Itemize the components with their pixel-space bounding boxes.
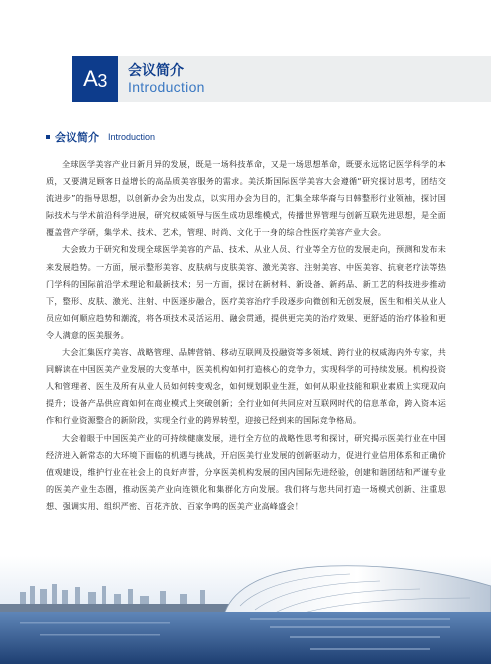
- section-heading: [46, 129, 155, 145]
- paragraph-1: 全球医学美容产业日新月异的发展，既是一场科技革命，又是一场思想革命，既要永远铭记医学科学的本质，又要满足顾客日益增长的高品质美容服务的需求。美沃斯国际医学美容大会遵循“研究探讨思考，团结交流进步”的指导思想，以创新办会为出发点，以实用办会为目的，汇集全球华裔与日韩整形行业领袖，探讨国际技术与学术前沿科学进展，研究权威领导与医生成功思维模式，传播世界管理与创新互联先进思想，是全面覆盖营产学研，集学术、技术、艺术，管理、时尚、文化于一身的综合性医疗美容产业大会。: [46, 159, 446, 238]
- section-title-en: Introduction: [108, 132, 156, 142]
- paragraph-4: 大会着眼于中国医美产业的可持续健康发展，进行全方位的战略性思考和探讨，研究揭示医美行业在中国经济进入新常态的大环境下面临的机遇与挑战，开启医美行业发展的创新驱动力，促进行业信用体系和正确价值观建设，维护行业在社会上的良好声誉，分享医美机构发展的国内国际先进经验，创建和谐团结和严谨专业的医美产业生态圈，推动医美产业向连锁化和集群化方向发展。我们将与您共同打造一场模式创新、注重思想、强调实用、组织严密、百花齐放、百家争鸣的医美产业高峰盛会！: [46, 432, 446, 511]
- chapter-header: [0, 56, 491, 102]
- chapter-subtitle: Introduction: [128, 79, 205, 95]
- venue-photo: [0, 556, 491, 664]
- chapter-title: 会议简介: [128, 63, 184, 79]
- section-title-cn: 会议简介: [55, 131, 99, 144]
- intro-body: [46, 156, 446, 515]
- venue-photo-illustration: [0, 556, 491, 664]
- square-bullet-icon: [46, 135, 50, 139]
- paragraph-3: 大会汇集医疗美容、战略管理、品牌营销、移动互联网及投融资等多领域、跨行业的权威海内外专家，共同解读在中国医美产业发展的大变革中，医美机构如何打造核心的竞争力，实现科学的可持续发展。机构投资人和管理者、医生及所有从业人员如何转变观念，如何规划职业生涯，如何从职业技能和职业素质上实现双向提升；设备产品供应商如何在商业模式上突破创新；全行业如何共同应对互联网时代的信息革命，跨入资本运作和行业资源整合的新阶段，实现全行业的跨界转型，迎接已经到来的国际竞争格局。: [46, 347, 446, 426]
- paragraph-2: 大会致力于研究和发现全球医学美容的产品、技术、从业人员、行业等全方位的发展走向，预测和发布未来发展趋势。一方面，展示整形美容、皮肤病与皮肤美容、激光美容、注射美容、中医美容、抗衰老疗法等热门学科的国际前沿学术理论和最新技术；另一方面，探讨在新材料、新设备、新药品、新工艺的科技进步推动下，整形、皮肤、激光、注射、中医逐步融合，医疗美容治疗手段逐步向微创和无创发展，医生和相关从业人员应如何顺应趋势和潮流，将各项技术灵活运用、融会贯通，提供更完美的治疗效果、更舒适的治疗体验和更令人满意的医美服务。: [46, 244, 446, 340]
- badge-number: 3: [97, 70, 107, 91]
- chapter-badge: [72, 56, 118, 102]
- badge-letter: A: [83, 66, 98, 91]
